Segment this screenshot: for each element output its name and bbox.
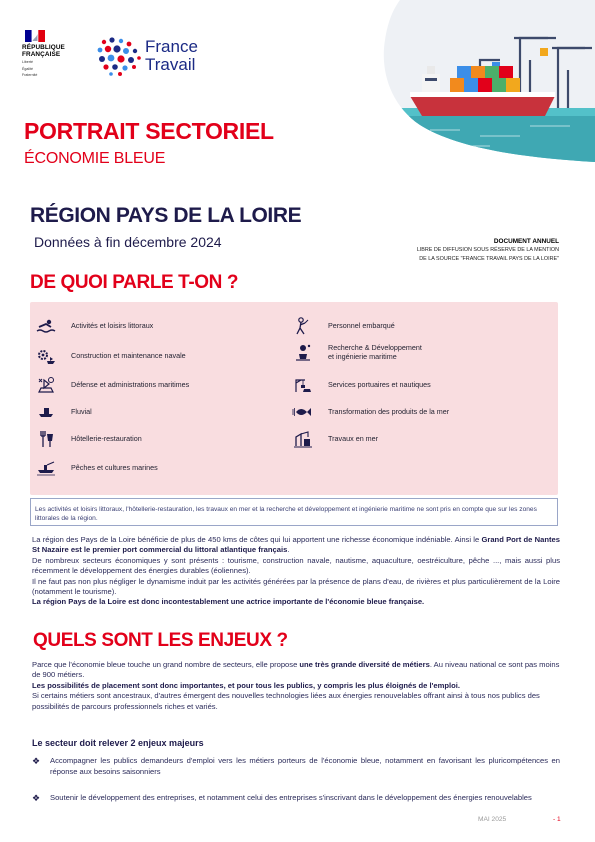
sector-item-port-services — [292, 375, 431, 395]
section-title-challenges: QUELS SONT LES ENJEUX ? — [33, 630, 288, 651]
page-title: PORTRAIT SECTORIEL — [24, 118, 274, 144]
challenges-sentence-2: Les possibilités de placement sont donc importantes, et pour tous les publics, y compris les plus éloignés de l'emploi. — [32, 680, 460, 690]
challenge-text: Soutenir le développement des entreprises, et notamment celui des entreprises s'inscrivant dans le développement des énergies renouvelables — [50, 793, 532, 802]
document-note-line-1: LIBRE DE DIFFUSION SOUS RÉSERVE DE LA MENTION — [416, 247, 559, 253]
sectors-box — [30, 302, 558, 495]
crew-icon — [292, 316, 314, 336]
challenges-sentence-1: Parce que l'économie bleue touche un grand nombre de secteurs, elle propose — [32, 660, 300, 669]
challenge-item — [32, 756, 560, 777]
sectors-note-box — [30, 498, 558, 526]
sector-label: Défense et administrations maritimes — [71, 380, 190, 390]
marianne-flag-icon — [25, 30, 45, 42]
sector-label: Recherche & Développement et ingénierie maritime — [328, 342, 422, 361]
france-travail-logo — [96, 36, 236, 76]
sector-item-littoral — [35, 316, 153, 336]
document-note — [359, 238, 559, 264]
region-title: RÉGION PAYS DE LA LOIRE — [30, 204, 302, 227]
fishing-icon — [35, 458, 57, 478]
diamond-bullet-icon: ❖ — [32, 793, 41, 803]
document-note-title: DOCUMENT ANNUEL — [493, 238, 559, 245]
sector-item-seafood-processing — [292, 402, 449, 422]
republique-line-2: FRANÇAISE — [22, 51, 61, 59]
defense-icon — [35, 375, 57, 395]
intro-paragraph — [32, 535, 560, 608]
intro-sentence-2: De nombreux secteurs économiques y sont présents : tourisme, construction navale, nautisme, aquaculture, oestréiculture, pêche ..., mais aussi plus récemment le développement des énergies durables (éoliennes). — [32, 555, 560, 576]
motto-line-3: Fraternité — [22, 72, 38, 77]
sector-label: Transformation des produits de la mer — [328, 407, 450, 417]
challenges-sentence-1-bold: une très grande diversité de métiers — [299, 660, 430, 669]
offshore-works-icon — [292, 429, 314, 449]
sector-label: Travaux en mer — [328, 434, 379, 444]
intro-sentence-3: Il ne faut pas non plus négliger le dynamisme induit par les activités générées par la présence de plans d'eau, de rivières et plus particulièrement de la Loire (notamment le tourisme). — [32, 576, 560, 597]
page-number: - 1 — [553, 816, 561, 823]
challenges-subtitle: Le secteur doit relever 2 enjeux majeurs — [32, 738, 204, 748]
france-travail-line-1: France — [145, 37, 198, 56]
france-travail-line-2: Travail — [145, 55, 196, 74]
intro-sentence-1: La région des Pays de la Loire bénéficie de plus de 450 kms de côtes qui lui apportent une richesse économique indéniable. Ainsi le — [32, 535, 482, 544]
shipyard-icon — [35, 346, 57, 366]
sector-label: Personnel embarqué — [328, 321, 395, 331]
river-boat-icon — [35, 402, 57, 422]
sector-label: Hôtellerie-restauration — [71, 434, 142, 444]
sectors-note-text: Les activités et loisirs littoraux, l'hôtellerie-restauration, les travaux en mer et la recherche et développement et ingénierie maritime ne sont pris en compte que sur les zones littorales de la région. — [35, 506, 537, 522]
sector-item-research — [292, 342, 422, 362]
swimmer-icon — [35, 316, 57, 336]
restaurant-icon — [35, 429, 57, 449]
document-note-line-2: DE LA SOURCE "FRANCE TRAVAIL PAYS DE LA LOIRE" — [419, 256, 559, 262]
section-title-what: DE QUOI PARLE T-ON ? — [30, 272, 239, 293]
challenges-paragraph — [32, 660, 560, 712]
sector-item-hospitality — [35, 429, 142, 449]
sector-item-offshore-works — [292, 429, 378, 449]
fish-processing-icon — [292, 402, 314, 422]
republique-francaise-logo — [22, 30, 92, 77]
sector-item-crew — [292, 316, 395, 336]
intro-sentence-1-bold: Grand Port de Nantes St Nazaire est le premier port commercial du littoral atlantique français — [32, 535, 560, 555]
motto-line-1: Liberté — [22, 60, 33, 65]
page-subtitle: ÉCONOMIE BLEUE — [24, 150, 166, 167]
intro-sentence-4: La région Pays de la Loire est donc incontestablement une actrice importante de l'économie bleue française. — [32, 597, 425, 607]
data-date: Données à fin décembre 2024 — [34, 234, 222, 250]
footer-date: MAI 2025 — [478, 816, 507, 823]
sector-label: Pêches et cultures marines — [71, 463, 158, 473]
research-icon — [292, 342, 314, 362]
france-travail-dots-icon — [96, 36, 142, 76]
sector-label: Construction et maintenance navale — [71, 351, 186, 361]
intro-sentence-1-end: . — [287, 545, 290, 555]
challenge-item — [32, 793, 560, 804]
port-services-icon — [292, 375, 314, 395]
port-illustration — [380, 0, 595, 162]
challenge-text: Accompagner les publics demandeurs d'emploi vers les métiers porteurs de l'économie bleue, notamment en favorisant les pluricompétences en réponse aux besoins saisonniers — [50, 756, 560, 776]
challenges-sentence-3: Si certains métiers sont ancestraux, d'autres émergent des nouvelles technologies liées aux énergies renouvelables offrant ainsi à tous nos publics des possibilités de parcours professionnels riches et variés. — [32, 691, 540, 711]
sector-label: Activités et loisirs littoraux — [71, 321, 154, 331]
motto-line-2: Égalité — [22, 66, 33, 71]
sector-label: Fluvial — [71, 407, 92, 417]
sector-item-fishing — [35, 458, 158, 478]
sector-item-fluvial — [35, 402, 92, 422]
diamond-bullet-icon: ❖ — [32, 756, 41, 766]
republique-line-1: RÉPUBLIQUE — [22, 44, 65, 51]
sector-item-defense — [35, 375, 189, 395]
sector-item-shipbuilding — [35, 346, 186, 366]
challenges-sentence-1-end: . Au niveau national ce sont pas moins de 900 métiers. — [32, 660, 560, 680]
sector-label: Services portuaires et nautiques — [328, 380, 431, 390]
